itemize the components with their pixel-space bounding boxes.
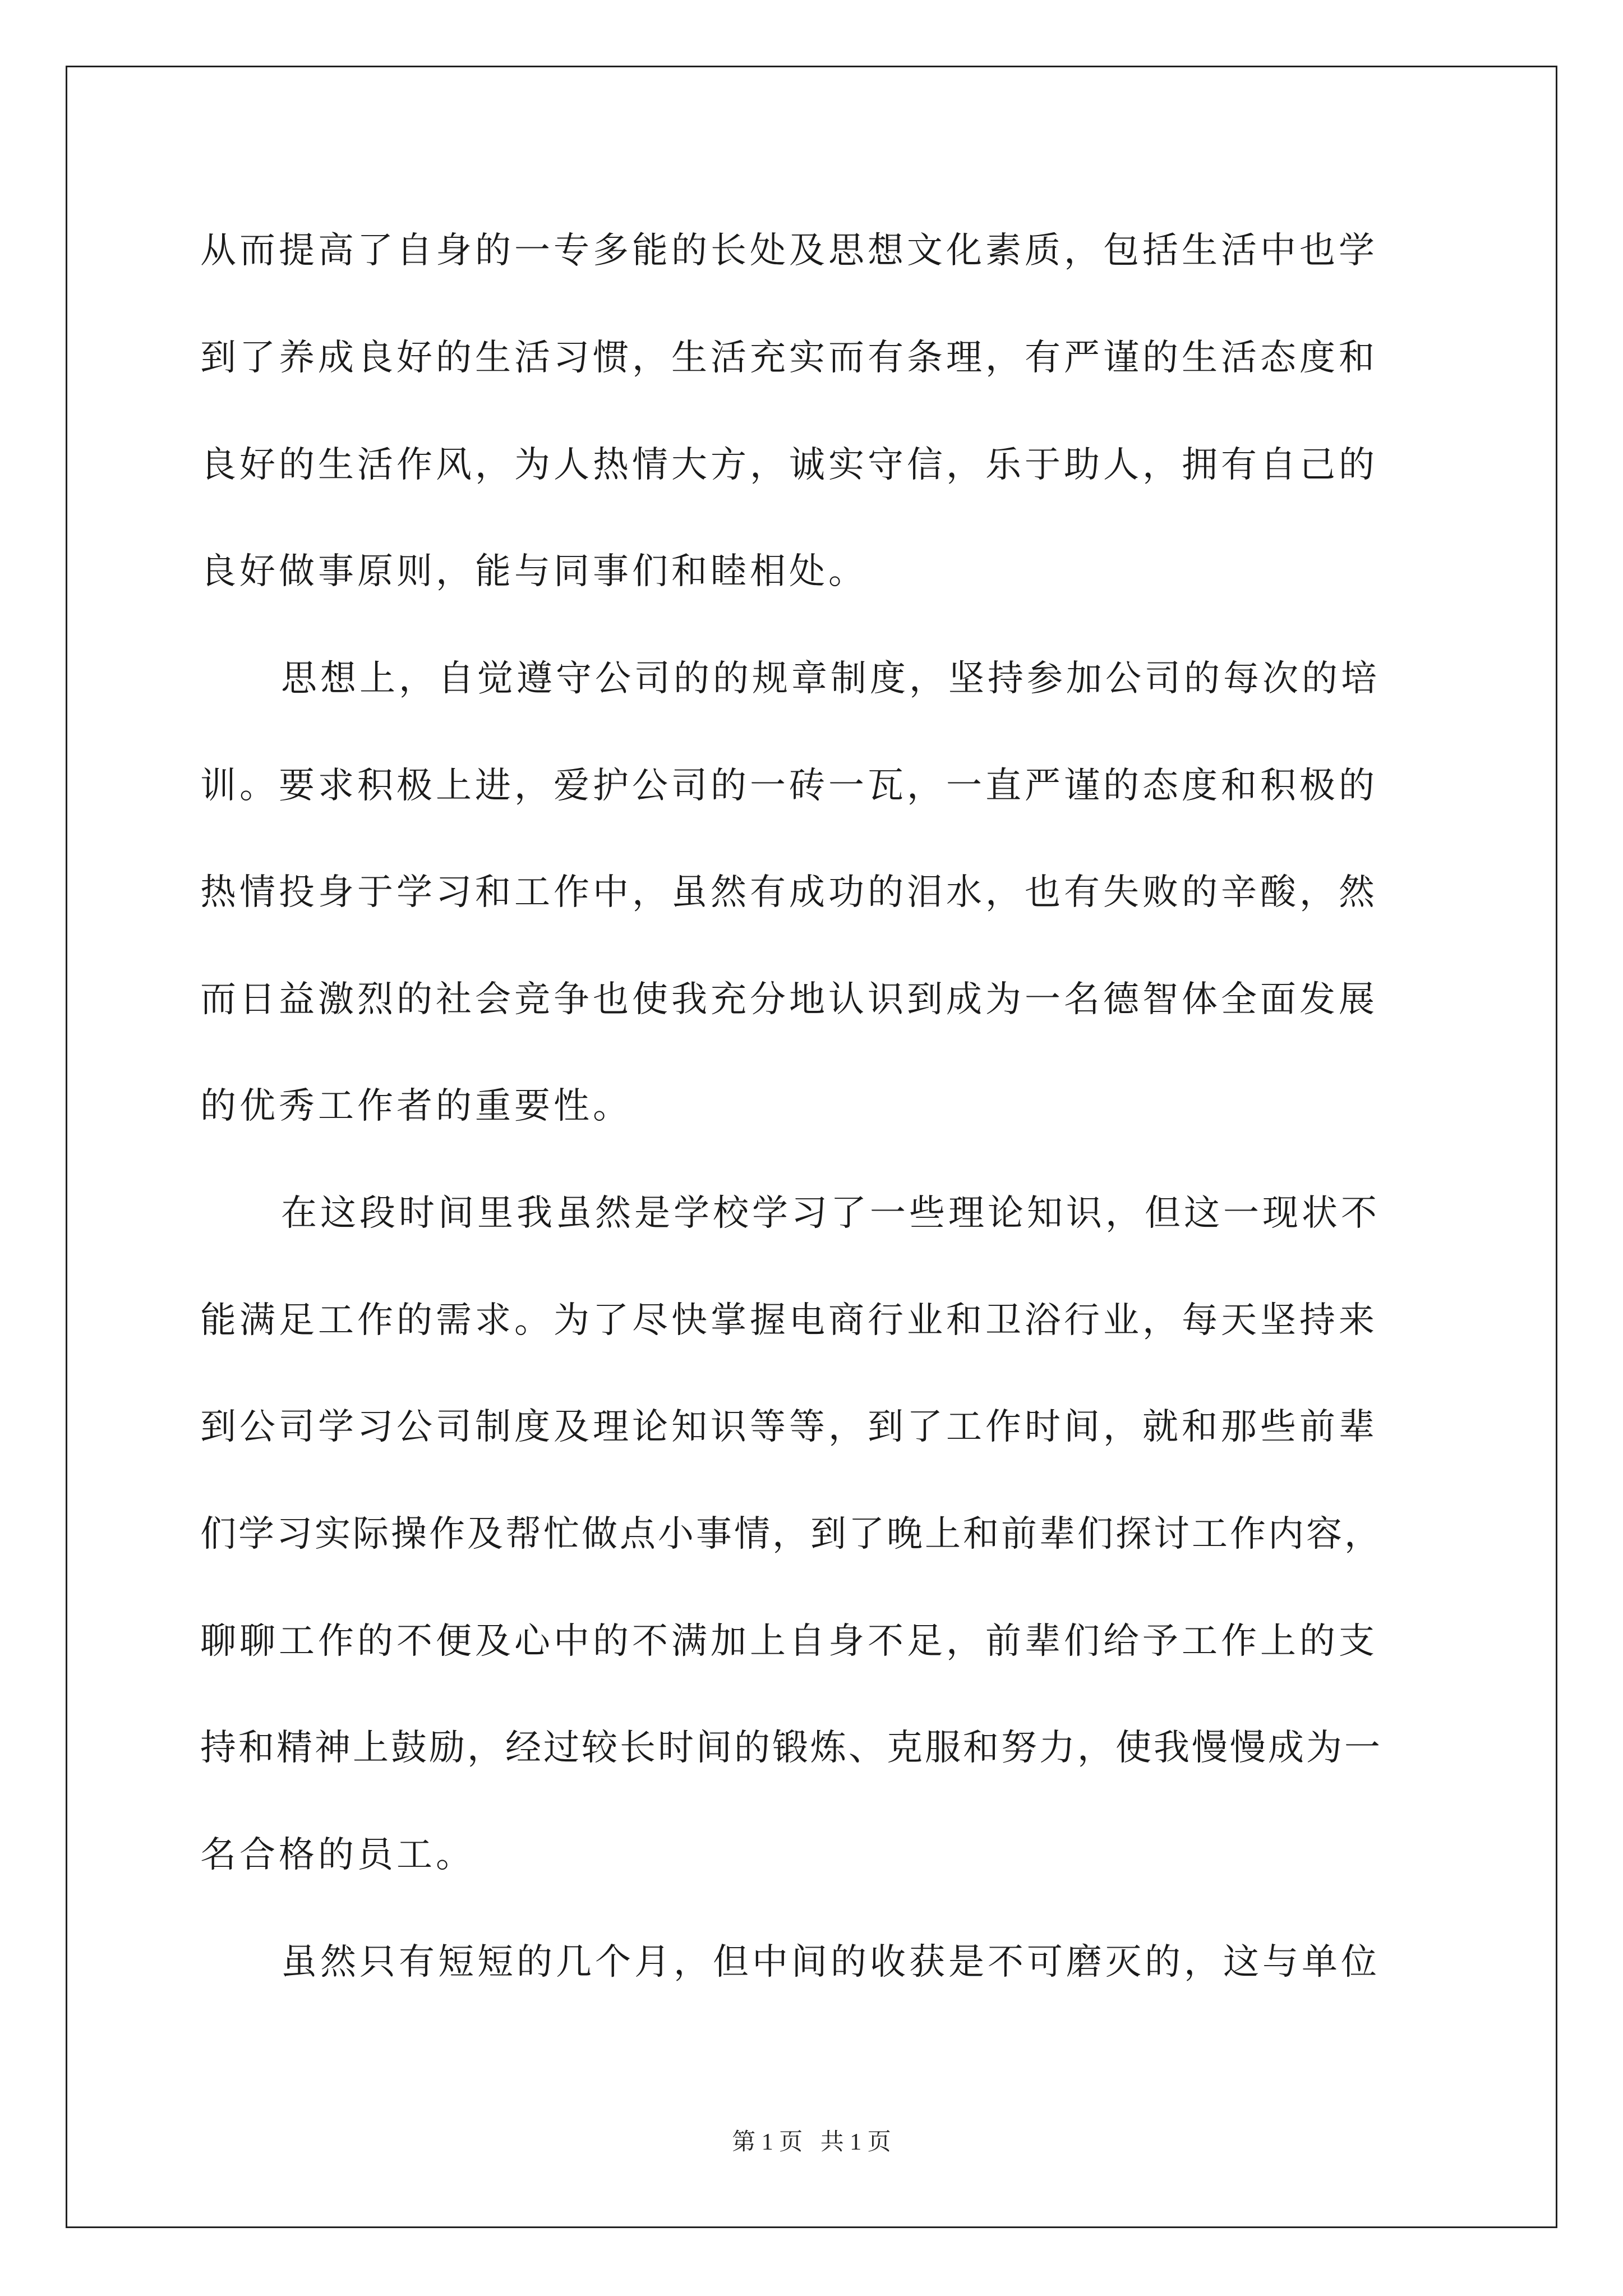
- text-line: 能满足工作的需求。为了尽快掌握电商行业和卫浴行业，每天坚持来: [200, 1300, 1378, 1341]
- text-line: 从而提高了自身的一专多能的长处及思想文化素质，包括生活中也学: [200, 230, 1378, 272]
- text-line: 名合格的员工。: [200, 1834, 475, 1876]
- text-line: 热情投身于学习和工作中，虽然有成功的泪水，也有失败的辛酸，然: [200, 872, 1378, 913]
- text-line: 到公司学习公司制度及理论知识等等，到了工作时间，就和那些前辈: [200, 1406, 1378, 1448]
- text-line: 聊聊工作的不便及心中的不满加上自身不足，前辈们给予工作上的支: [200, 1621, 1378, 1662]
- text-line: 的优秀工作者的重要性。: [200, 1085, 632, 1127]
- text-line: 良好做事原则，能与同事们和睦相处。: [200, 551, 868, 592]
- text-line: 而日益激烈的社会竞争也使我充分地认识到成为一名德智体全面发展: [200, 979, 1378, 1020]
- text-line: 训。要求积极上进，爱护公司的一砖一瓦，一直严谨的态度和积极的: [200, 765, 1378, 807]
- text-line: 持和精神上鼓励，经过较长时间的锻炼、克服和努力，使我慢慢成为一: [200, 1727, 1382, 1769]
- text-line: 到了养成良好的生活习惯，生活充实而有条理，有严谨的生活态度和: [200, 337, 1378, 379]
- paragraph-first-line: 虽然只有短短的几个月，但中间的收获是不可磨灭的，这与单位: [281, 1941, 1380, 1983]
- paragraph-first-line: 思想上，自觉遵守公司的的规章制度，坚持参加公司的每次的培: [281, 658, 1380, 700]
- page-border: [66, 66, 1557, 2228]
- paragraph-first-line: 在这段时间里我虽然是学校学习了一些理论知识，但这一现状不: [281, 1193, 1380, 1234]
- page-number-footer: 第 1 页 共 1 页: [732, 2129, 891, 2155]
- text-line: 良好的生活作风，为人热情大方，诚实守信，乐于助人，拥有自己的: [200, 444, 1378, 486]
- text-line: 们学习实际操作及帮忙做点小事情，到了晚上和前辈们探讨工作内容，: [200, 1513, 1382, 1555]
